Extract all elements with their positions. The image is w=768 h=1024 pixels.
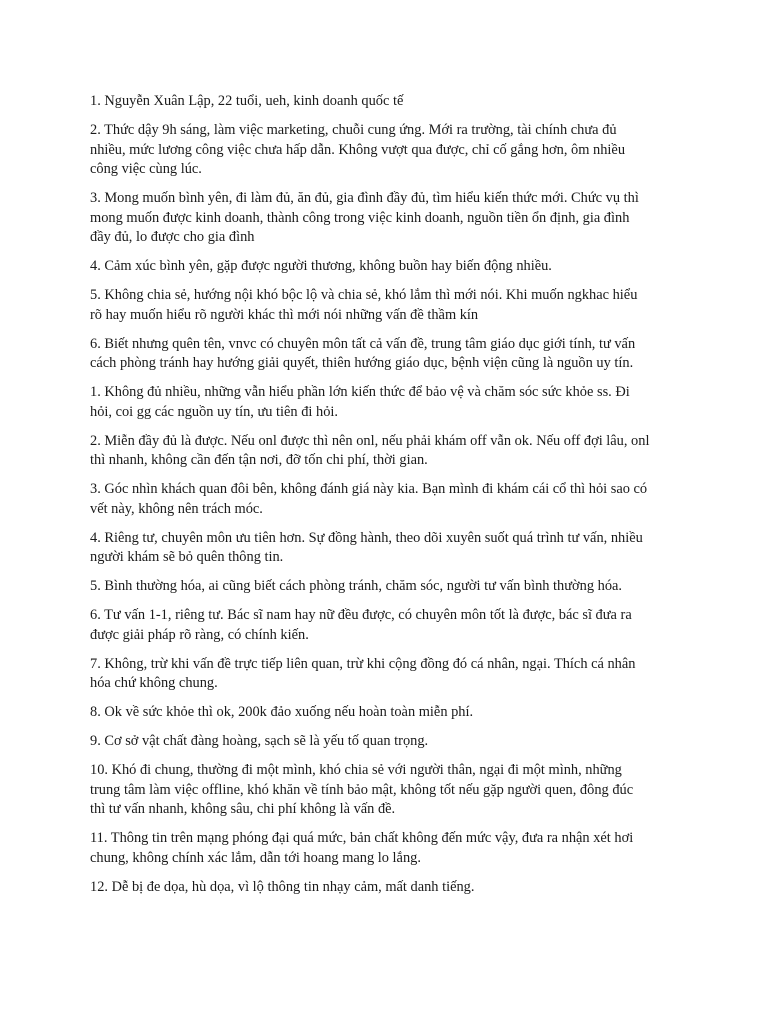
paragraph-5: 5. Không chia sẻ, hướng nội khó bộc lộ và chia sẻ, khó lắm thì mới nói. Khi muốn ngkhac hiểu rõ hay muốn hiểu rõ người khác thì mới nói những vấn đề thầm kín	[90, 287, 638, 323]
paragraph-4: 4. Cảm xúc bình yên, gặp được người thương, không buồn hay biến động nhiều.	[90, 258, 552, 274]
paragraph-11: 5. Bình thường hóa, ai cũng biết cách phòng tránh, chăm sóc, người tư vấn bình thường hóa.	[90, 578, 623, 594]
paragraph-2: 2. Thức dậy 9h sáng, làm việc marketing, chuỗi cung ứng. Mới ra trường, tài chính chưa đủ nhiều, mức lương công việc chưa hấp dẫn. Không vượt qua được, chỉ cố gắng hơn, ôm nhiều công việc cùng lúc.	[90, 122, 626, 177]
paragraph-14: 8. Ok về sức khỏe thì ok, 200k đảo xuống nếu hoàn toàn miễn phí.	[90, 704, 474, 720]
paragraph-9: 3. Góc nhìn khách quan đôi bên, không đánh giá này kia. Bạn mình đi khám cái cổ thì hỏi sao có vết này, không nên trách móc.	[90, 481, 648, 517]
paragraph-18: 12. Dễ bị đe dọa, hù dọa, vì lộ thông tin nhạy cảm, mất danh tiếng.	[90, 878, 475, 895]
paragraph-6: 6. Biết nhưng quên tên, vnvc có chuyên môn tất cả vấn đề, trung tâm giáo dục giới tính, tư vấn cách phòng tránh hay hướng giải quyết, thiên hướng giáo dục, bệnh viện cũng là nguồn uy tín.	[90, 335, 636, 371]
paragraph-17: 11. Thông tin trên mạng phóng đại quá mức, bản chất không đến mức vậy, đưa ra nhận xét hơi chung, không chính xác lắm, dẫn tới hoang mang lo lắng.	[90, 830, 634, 866]
paragraph-13: 7. Không, trừ khi vấn đề trực tiếp liên quan, trừ khi cộng đồng đó cá nhân, ngại. Thích cá nhân hóa chứ không chung.	[90, 655, 636, 691]
paragraph-10: 4. Riêng tư, chuyên môn ưu tiên hơn. Sự đồng hành, theo dõi xuyên suốt quá trình tư vấn, nhiều người khám sẽ bỏ quên thông tin.	[90, 529, 643, 565]
paragraph-16: 10. Khó đi chung, thường đi một mình, khó chia sẻ với người thân, ngại đi một mình, những trung tâm làm việc offline, khó khăn về tính bảo mật, không tốt nếu gặp người quen, đông đúc thì tư vấn nhanh, không sâu, chi phí không là vấn đề.	[90, 762, 634, 817]
paragraph-1: 1. Nguyễn Xuân Lập, 22 tuổi, ueh, kinh doanh quốc tế	[90, 93, 404, 109]
paragraph-15: 9. Cơ sở vật chất đàng hoàng, sạch sẽ là yếu tố quan trọng.	[90, 733, 429, 749]
paragraph-8: 2. Miễn đầy đủ là được. Nếu onl được thì nên onl, nếu phải khám off vẫn ok. Nếu off đợi lâu, onl thì nhanh, không cần đến tận nơi, đỡ tốn chi phí, thời gian.	[90, 432, 650, 468]
paragraph-3: 3. Mong muốn bình yên, đi làm đủ, ăn đủ, gia đình đầy đủ, tìm hiểu kiến thức mới. Chức vụ thì mong muốn được kinh doanh, thành công trong việc kinh doanh, nguồn tiền ổn định, gia đình đầy đủ, lo được cho gia đình	[90, 190, 639, 245]
paragraph-7: 1. Không đủ nhiều, những vẫn hiểu phần lớn kiến thức để bảo vệ và chăm sóc sức khỏe ss. Đi hỏi, coi gg các nguồn uy tín, ưu tiên đi hỏi.	[90, 384, 630, 420]
paragraph-12: 6. Tư vấn 1-1, riêng tư. Bác sĩ nam hay nữ đều được, có chuyên môn tốt là được, bác sĩ đưa ra được giải pháp rõ ràng, có chính kiến.	[90, 607, 632, 643]
